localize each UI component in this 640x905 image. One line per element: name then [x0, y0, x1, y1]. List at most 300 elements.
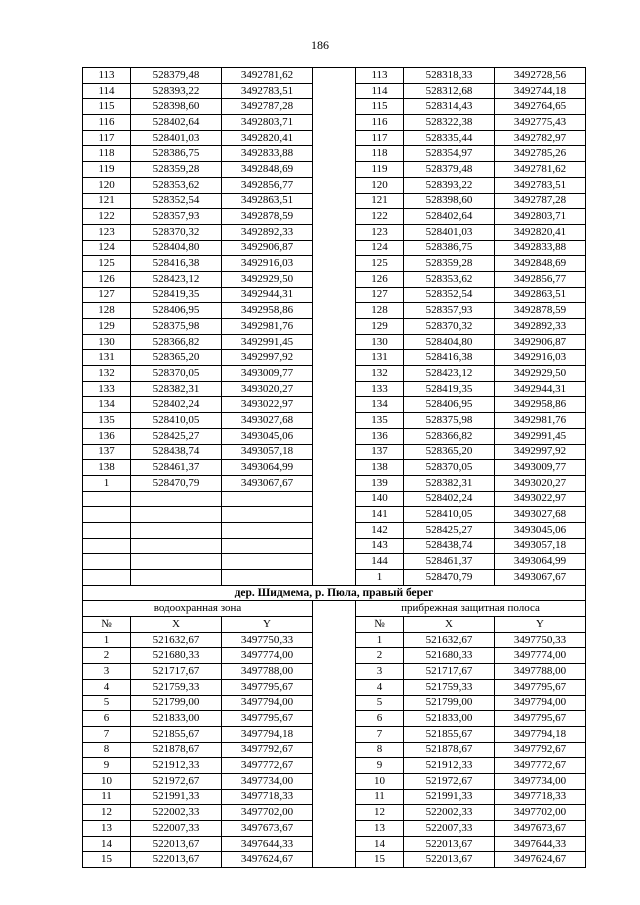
column-gap: [313, 68, 356, 84]
table-row: [83, 381, 586, 397]
left-x-cell: 521680,33: [131, 648, 222, 664]
right-number-cell: 144: [356, 554, 404, 570]
table-row: [83, 303, 586, 319]
left-number-cell: 116: [83, 115, 131, 131]
right-y-cell: 3492782,97: [495, 130, 586, 146]
table-row: [83, 805, 586, 821]
right-number-cell: 116: [356, 115, 404, 131]
right-x-cell: 528318,33: [404, 68, 495, 84]
left-x-cell: 528402,24: [131, 397, 222, 413]
right-y-cell: 3493067,67: [495, 570, 586, 586]
left-number-cell: [83, 554, 131, 570]
header-number: №: [83, 617, 131, 633]
right-y-cell: 3492856,77: [495, 271, 586, 287]
column-gap: [313, 193, 356, 209]
water-protection-zone-heading: водоохранная зона: [83, 601, 313, 617]
right-y-cell: 3497734,00: [495, 773, 586, 789]
right-y-cell: 3492863,51: [495, 287, 586, 303]
left-y-cell: 3492916,03: [222, 256, 313, 272]
right-x-cell: 522002,33: [404, 805, 495, 821]
left-number-cell: 8: [83, 742, 131, 758]
column-gap: [313, 271, 356, 287]
column-gap: [313, 522, 356, 538]
left-x-cell: 528365,20: [131, 350, 222, 366]
table-row: [83, 570, 586, 586]
right-number-cell: 14: [356, 836, 404, 852]
column-gap: [313, 256, 356, 272]
right-number-cell: 1: [356, 632, 404, 648]
table-row: [83, 522, 586, 538]
left-y-cell: 3492820,41: [222, 130, 313, 146]
column-gap: [313, 601, 356, 617]
right-y-cell: 3497718,33: [495, 789, 586, 805]
table-row: [83, 366, 586, 382]
left-number-cell: 120: [83, 177, 131, 193]
left-x-cell: 528402,64: [131, 115, 222, 131]
right-y-cell: 3492916,03: [495, 350, 586, 366]
left-y-cell: 3497750,33: [222, 632, 313, 648]
right-y-cell: 3497794,18: [495, 726, 586, 742]
table-row: [83, 209, 586, 225]
right-y-cell: 3492833,88: [495, 240, 586, 256]
table-row: [83, 852, 586, 868]
left-y-cell: [222, 554, 313, 570]
column-gap: [313, 366, 356, 382]
right-number-cell: 2: [356, 648, 404, 664]
column-gap: [313, 570, 356, 586]
column-gap: [313, 664, 356, 680]
table-row: [83, 319, 586, 335]
table-row: [83, 664, 586, 680]
column-gap: [313, 303, 356, 319]
right-x-cell: 521912,33: [404, 758, 495, 774]
left-y-cell: 3492787,28: [222, 99, 313, 115]
left-x-cell: 528470,79: [131, 475, 222, 491]
right-x-cell: 521632,67: [404, 632, 495, 648]
right-x-cell: 528375,98: [404, 413, 495, 429]
left-number-cell: 128: [83, 303, 131, 319]
right-number-cell: 129: [356, 319, 404, 335]
right-number-cell: 5: [356, 695, 404, 711]
column-gap: [313, 742, 356, 758]
right-y-cell: 3497644,33: [495, 836, 586, 852]
column-gap: [313, 711, 356, 727]
table-row: [83, 240, 586, 256]
left-x-cell: 521972,67: [131, 773, 222, 789]
right-y-cell: 3492848,69: [495, 256, 586, 272]
right-y-cell: 3492892,33: [495, 319, 586, 335]
right-y-cell: 3492929,50: [495, 366, 586, 382]
left-number-cell: 126: [83, 271, 131, 287]
header-y: Y: [222, 617, 313, 633]
right-number-cell: 4: [356, 679, 404, 695]
right-y-cell: 3492787,28: [495, 193, 586, 209]
left-x-cell: 528370,05: [131, 366, 222, 382]
left-number-cell: 15: [83, 852, 131, 868]
right-number-cell: 127: [356, 287, 404, 303]
left-x-cell: 528416,38: [131, 256, 222, 272]
table-row: [83, 177, 586, 193]
right-number-cell: 142: [356, 522, 404, 538]
table-row: [83, 821, 586, 837]
right-x-cell: 522013,67: [404, 836, 495, 852]
right-x-cell: 528470,79: [404, 570, 495, 586]
right-x-cell: 528410,05: [404, 507, 495, 523]
column-gap: [313, 538, 356, 554]
column-gap: [313, 209, 356, 225]
left-y-cell: 3497795,67: [222, 711, 313, 727]
right-number-cell: 114: [356, 83, 404, 99]
table-row: [83, 758, 586, 774]
left-number-cell: 125: [83, 256, 131, 272]
header-x: X: [404, 617, 495, 633]
right-number-cell: 119: [356, 162, 404, 178]
left-y-cell: [222, 570, 313, 586]
right-x-cell: 521717,67: [404, 664, 495, 680]
left-y-cell: 3493064,99: [222, 460, 313, 476]
left-x-cell: 528404,80: [131, 240, 222, 256]
right-y-cell: 3497673,67: [495, 821, 586, 837]
table-row: [83, 256, 586, 272]
right-number-cell: 139: [356, 475, 404, 491]
left-y-cell: 3497624,67: [222, 852, 313, 868]
column-gap: [313, 350, 356, 366]
right-x-cell: 521680,33: [404, 648, 495, 664]
right-x-cell: 528406,95: [404, 397, 495, 413]
right-x-cell: 528370,32: [404, 319, 495, 335]
right-number-cell: 143: [356, 538, 404, 554]
column-gap: [313, 83, 356, 99]
right-number-cell: 121: [356, 193, 404, 209]
left-number-cell: 5: [83, 695, 131, 711]
column-gap: [313, 115, 356, 131]
right-x-cell: 528398,60: [404, 193, 495, 209]
right-x-cell: 528416,38: [404, 350, 495, 366]
table-row: [83, 397, 586, 413]
left-number-cell: [83, 538, 131, 554]
right-y-cell: 3497792,67: [495, 742, 586, 758]
left-number-cell: [83, 522, 131, 538]
right-x-cell: 521759,33: [404, 679, 495, 695]
left-number-cell: 6: [83, 711, 131, 727]
column-gap: [313, 617, 356, 633]
right-y-cell: 3492744,18: [495, 83, 586, 99]
right-x-cell: 528386,75: [404, 240, 495, 256]
table-row: [83, 491, 586, 507]
left-y-cell: 3497774,00: [222, 648, 313, 664]
left-y-cell: 3497795,67: [222, 679, 313, 695]
left-x-cell: 528401,03: [131, 130, 222, 146]
table-row: [83, 162, 586, 178]
header-x: X: [131, 617, 222, 633]
column-gap: [313, 240, 356, 256]
right-x-cell: 528370,05: [404, 460, 495, 476]
right-number-cell: 135: [356, 413, 404, 429]
right-y-cell: 3493020,27: [495, 475, 586, 491]
right-y-cell: 3492728,56: [495, 68, 586, 84]
right-x-cell: 528401,03: [404, 224, 495, 240]
left-y-cell: [222, 538, 313, 554]
table-row: [83, 679, 586, 695]
left-number-cell: 135: [83, 413, 131, 429]
table-row: [83, 836, 586, 852]
left-y-cell: 3493027,68: [222, 413, 313, 429]
right-number-cell: 131: [356, 350, 404, 366]
left-number-cell: 1: [83, 632, 131, 648]
left-x-cell: 522013,67: [131, 852, 222, 868]
left-y-cell: 3497788,00: [222, 664, 313, 680]
table-row: [83, 83, 586, 99]
section-header: [83, 585, 586, 632]
table-row: [83, 460, 586, 476]
column-gap: [313, 460, 356, 476]
header-y: Y: [495, 617, 586, 633]
left-x-cell: 521855,67: [131, 726, 222, 742]
left-y-cell: 3492958,86: [222, 303, 313, 319]
left-y-cell: 3497792,67: [222, 742, 313, 758]
table-row: [83, 711, 586, 727]
right-y-cell: 3492906,87: [495, 334, 586, 350]
left-x-cell: 528410,05: [131, 413, 222, 429]
table-row: [83, 554, 586, 570]
left-y-cell: 3497644,33: [222, 836, 313, 852]
column-gap: [313, 805, 356, 821]
left-y-cell: [222, 491, 313, 507]
column-gap: [313, 491, 356, 507]
left-y-cell: 3493022,97: [222, 397, 313, 413]
column-gap: [313, 99, 356, 115]
right-x-cell: 528423,12: [404, 366, 495, 382]
column-gap: [313, 381, 356, 397]
column-gap: [313, 444, 356, 460]
left-number-cell: 130: [83, 334, 131, 350]
left-y-cell: 3497673,67: [222, 821, 313, 837]
left-number-cell: 9: [83, 758, 131, 774]
left-y-cell: 3492833,88: [222, 146, 313, 162]
column-gap: [313, 821, 356, 837]
right-x-cell: 528335,44: [404, 130, 495, 146]
left-y-cell: 3492856,77: [222, 177, 313, 193]
table-row: [83, 224, 586, 240]
right-x-cell: 521878,67: [404, 742, 495, 758]
right-number-cell: 8: [356, 742, 404, 758]
right-number-cell: 6: [356, 711, 404, 727]
right-x-cell: 521855,67: [404, 726, 495, 742]
left-number-cell: 122: [83, 209, 131, 225]
left-x-cell: 521799,00: [131, 695, 222, 711]
column-gap: [313, 773, 356, 789]
right-number-cell: 118: [356, 146, 404, 162]
left-y-cell: 3492781,62: [222, 68, 313, 84]
table-row: [83, 444, 586, 460]
table-row: [83, 146, 586, 162]
right-y-cell: 3492878,59: [495, 303, 586, 319]
left-number-cell: [83, 570, 131, 586]
left-number-cell: 133: [83, 381, 131, 397]
right-y-cell: 3492958,86: [495, 397, 586, 413]
table-row: [83, 789, 586, 805]
left-y-cell: 3497702,00: [222, 805, 313, 821]
left-y-cell: 3497734,00: [222, 773, 313, 789]
left-x-cell: 528438,74: [131, 444, 222, 460]
left-y-cell: 3492997,92: [222, 350, 313, 366]
column-gap: [313, 695, 356, 711]
left-number-cell: 124: [83, 240, 131, 256]
left-number-cell: 117: [83, 130, 131, 146]
left-x-cell: 521717,67: [131, 664, 222, 680]
left-number-cell: 129: [83, 319, 131, 335]
left-number-cell: 121: [83, 193, 131, 209]
left-x-cell: 528419,35: [131, 287, 222, 303]
right-number-cell: 10: [356, 773, 404, 789]
right-x-cell: 528419,35: [404, 381, 495, 397]
left-y-cell: 3497772,67: [222, 758, 313, 774]
left-y-cell: 3493020,27: [222, 381, 313, 397]
left-number-cell: 118: [83, 146, 131, 162]
left-x-cell: 522007,33: [131, 821, 222, 837]
left-x-cell: 521991,33: [131, 789, 222, 805]
left-y-cell: 3492892,33: [222, 224, 313, 240]
left-x-cell: 528393,22: [131, 83, 222, 99]
right-number-cell: 13: [356, 821, 404, 837]
left-y-cell: 3493045,06: [222, 428, 313, 444]
left-number-cell: 3: [83, 664, 131, 680]
left-x-cell: 521912,33: [131, 758, 222, 774]
left-x-cell: 528379,48: [131, 68, 222, 84]
right-number-cell: 128: [356, 303, 404, 319]
table-row: [83, 632, 586, 648]
right-number-cell: 136: [356, 428, 404, 444]
left-y-cell: 3497718,33: [222, 789, 313, 805]
coordinates-table: [82, 67, 586, 868]
right-x-cell: 528382,31: [404, 475, 495, 491]
right-number-cell: 140: [356, 491, 404, 507]
left-x-cell: 528386,75: [131, 146, 222, 162]
right-x-cell: 528402,24: [404, 491, 495, 507]
left-number-cell: 7: [83, 726, 131, 742]
right-number-cell: 117: [356, 130, 404, 146]
left-x-cell: 522013,67: [131, 836, 222, 852]
table-row: [83, 350, 586, 366]
right-x-cell: 528425,27: [404, 522, 495, 538]
right-number-cell: 132: [356, 366, 404, 382]
right-number-cell: 15: [356, 852, 404, 868]
left-x-cell: 528382,31: [131, 381, 222, 397]
right-y-cell: 3497624,67: [495, 852, 586, 868]
right-x-cell: 528357,93: [404, 303, 495, 319]
left-x-cell: [131, 570, 222, 586]
left-number-cell: 119: [83, 162, 131, 178]
left-number-cell: 114: [83, 83, 131, 99]
right-number-cell: 11: [356, 789, 404, 805]
left-y-cell: [222, 507, 313, 523]
right-y-cell: 3497750,33: [495, 632, 586, 648]
column-gap: [313, 397, 356, 413]
left-number-cell: 138: [83, 460, 131, 476]
left-y-cell: 3492878,59: [222, 209, 313, 225]
right-number-cell: 137: [356, 444, 404, 460]
right-number-cell: 130: [356, 334, 404, 350]
right-x-cell: 528322,38: [404, 115, 495, 131]
left-y-cell: 3497794,00: [222, 695, 313, 711]
left-x-cell: 528359,28: [131, 162, 222, 178]
column-gap: [313, 648, 356, 664]
right-y-cell: 3492781,62: [495, 162, 586, 178]
column-gap: [313, 287, 356, 303]
right-number-cell: 123: [356, 224, 404, 240]
left-x-cell: 528370,32: [131, 224, 222, 240]
table-row: [83, 648, 586, 664]
right-x-cell: 522007,33: [404, 821, 495, 837]
left-number-cell: 132: [83, 366, 131, 382]
left-y-cell: 3492906,87: [222, 240, 313, 256]
left-number-cell: 127: [83, 287, 131, 303]
column-gap: [313, 319, 356, 335]
left-x-cell: [131, 491, 222, 507]
right-number-cell: 124: [356, 240, 404, 256]
left-number-cell: 12: [83, 805, 131, 821]
left-number-cell: 115: [83, 99, 131, 115]
right-y-cell: 3492981,76: [495, 413, 586, 429]
lower-table-body: [83, 632, 586, 867]
right-y-cell: 3492820,41: [495, 224, 586, 240]
right-y-cell: 3497702,00: [495, 805, 586, 821]
table-row: [83, 130, 586, 146]
left-y-cell: 3493009,77: [222, 366, 313, 382]
left-number-cell: 11: [83, 789, 131, 805]
right-y-cell: 3493057,18: [495, 538, 586, 554]
right-number-cell: 125: [356, 256, 404, 272]
right-y-cell: 3497795,67: [495, 711, 586, 727]
left-y-cell: 3492944,31: [222, 287, 313, 303]
right-number-cell: 7: [356, 726, 404, 742]
left-number-cell: 136: [83, 428, 131, 444]
right-y-cell: 3492764,65: [495, 99, 586, 115]
right-x-cell: 528314,43: [404, 99, 495, 115]
right-y-cell: 3492944,31: [495, 381, 586, 397]
right-x-cell: 528438,74: [404, 538, 495, 554]
right-y-cell: 3497794,00: [495, 695, 586, 711]
right-x-cell: 528461,37: [404, 554, 495, 570]
right-y-cell: 3493064,99: [495, 554, 586, 570]
table-row: [83, 99, 586, 115]
right-y-cell: 3497774,00: [495, 648, 586, 664]
left-y-cell: [222, 522, 313, 538]
left-x-cell: 522002,33: [131, 805, 222, 821]
right-number-cell: 120: [356, 177, 404, 193]
left-number-cell: [83, 491, 131, 507]
column-gap: [313, 130, 356, 146]
left-y-cell: 3492803,71: [222, 115, 313, 131]
column-gap: [313, 726, 356, 742]
right-y-cell: 3492775,43: [495, 115, 586, 131]
table-row: [83, 193, 586, 209]
right-y-cell: 3493045,06: [495, 522, 586, 538]
section-title: дер. Шидмема, р. Пюла, правый берег: [83, 585, 586, 601]
right-x-cell: 521833,00: [404, 711, 495, 727]
table-row: [83, 475, 586, 491]
left-y-cell: 3493067,67: [222, 475, 313, 491]
right-y-cell: 3493027,68: [495, 507, 586, 523]
right-x-cell: 528402,64: [404, 209, 495, 225]
right-y-cell: 3492997,92: [495, 444, 586, 460]
left-x-cell: 528366,82: [131, 334, 222, 350]
right-x-cell: 528353,62: [404, 271, 495, 287]
table-row: [83, 413, 586, 429]
column-gap: [313, 413, 356, 429]
left-number-cell: 2: [83, 648, 131, 664]
right-y-cell: 3493022,97: [495, 491, 586, 507]
